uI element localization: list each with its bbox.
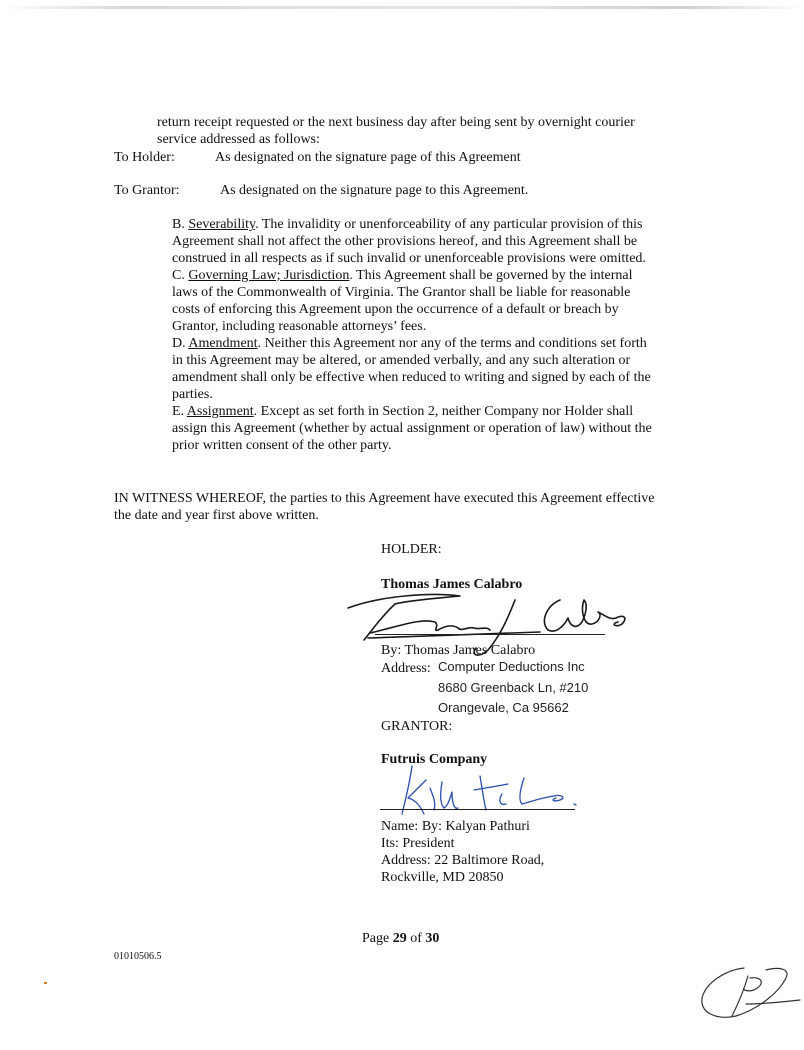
section-d-line-3: amendment shall only be effective when reduced to writing and signed by each of the — [172, 370, 651, 385]
section-b-line-1: B. Severability. The invalidity or unenforceability of any particular provision of this — [172, 217, 643, 232]
witness-line-1: IN WITNESS WHEREOF, the parties to this Agreement have executed this Agreement effective — [114, 491, 655, 506]
holder-notice-text: As designated on the signature page of this Agreement — [215, 150, 521, 165]
document-id: 01010506.5 — [114, 951, 162, 962]
notice-line-2: service addressed as follows: — [157, 132, 320, 147]
holder-name-bold: Thomas James Calabro — [381, 577, 523, 592]
initials-mark — [696, 960, 804, 1030]
section-b-line-3: construed in all respects as if such invalid or unenforceable provisions were omitted. — [172, 251, 646, 266]
section-e-line-3: prior written consent of the other party. — [172, 438, 392, 453]
holder-by-line: By: Thomas James Calabro — [381, 643, 536, 658]
section-c-line-1: C. Governing Law; Jurisdiction. This Agreement shall be governed by the internal — [172, 268, 633, 283]
section-b-heading: Severability — [188, 217, 256, 232]
section-b-line-2: Agreement shall not affect the other provisions hereof, and this Agreement shall be — [172, 234, 638, 249]
notice-line-1: return receipt requested or the next business day after being sent by overnight courier — [157, 115, 635, 130]
holder-address-line-2: 8680 Greenback Ln, #210 — [438, 680, 589, 695]
scan-edge-line — [0, 6, 804, 9]
section-e-line-1: E. Assignment. Except as set forth in Section 2, neither Company nor Holder shall — [172, 404, 634, 419]
section-d-line-4: parties. — [172, 387, 213, 402]
grantor-company: Futruis Company — [381, 752, 488, 767]
grantor-notice-label: To Grantor: — [114, 183, 180, 198]
section-c-heading: Governing Law; Jurisdiction — [188, 268, 350, 283]
grantor-address-line: Address: 22 Baltimore Road, — [381, 853, 545, 868]
section-e-line-2: assign this Agreement (whether by actual assignment or operation of law) without the — [172, 421, 652, 436]
grantor-name-line: Name: By: Kalyan Pathuri — [381, 819, 530, 834]
holder-address-label: Address: — [381, 661, 431, 676]
holder-heading: HOLDER: — [381, 542, 442, 557]
grantor-city-line: Rockville, MD 20850 — [381, 870, 504, 885]
holder-notice-label: To Holder: — [114, 150, 175, 165]
section-c-line-3: costs of enforcing this Agreement upon the occurrence of a default or breach by — [172, 302, 619, 317]
section-d-line-2: in this Agreement may be altered, or amended verbally, and any such alteration or — [172, 353, 631, 368]
section-d-line-1: D. Amendment. Neither this Agreement nor any of the terms and conditions set forth — [172, 336, 647, 351]
scan-speck — [44, 982, 47, 984]
grantor-notice-text: As designated on the signature page to this Agreement. — [220, 183, 529, 198]
section-d-heading: Amendment — [188, 336, 258, 351]
section-c-line-4: Grantor, including reasonable attorneys’ fees. — [172, 319, 427, 334]
grantor-signature-line — [380, 809, 575, 810]
holder-address-line-3: Orangevale, Ca 95662 — [438, 700, 569, 715]
grantor-title-line: Its: President — [381, 836, 455, 851]
holder-address-line-1: Computer Deductions Inc — [438, 659, 585, 674]
page-number: Page 29 of 30 — [362, 931, 440, 946]
section-c-line-2: laws of the Commonwealth of Virginia. The Grantor shall be liable for reasonable — [172, 285, 631, 300]
witness-line-2: the date and year first above written. — [114, 508, 319, 523]
holder-signature-line — [375, 634, 605, 635]
section-e-heading: Assignment — [186, 404, 254, 419]
grantor-heading: GRANTOR: — [381, 719, 453, 734]
